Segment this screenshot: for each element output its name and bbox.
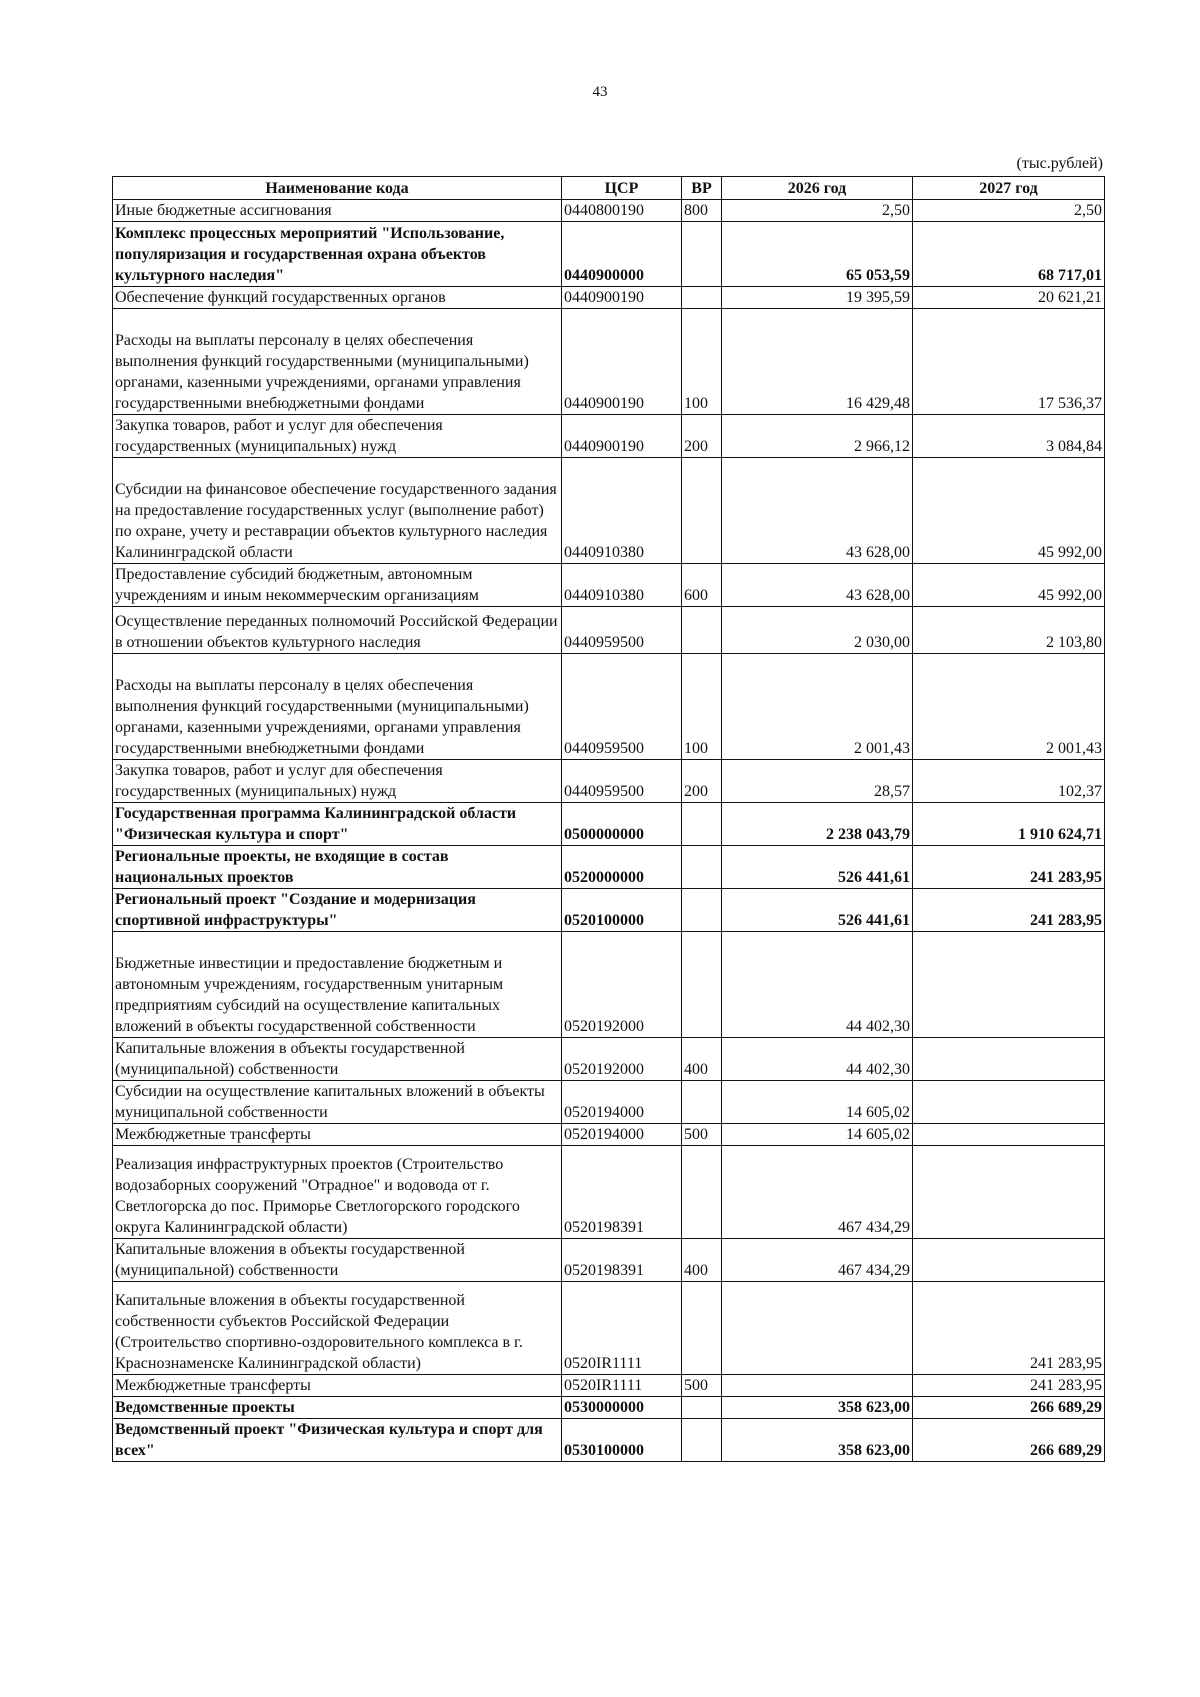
row-value-2027: 266 689,29 [913, 1397, 1105, 1419]
row-value-2027: 45 992,00 [913, 564, 1105, 607]
row-name: Обеспечение функций государственных органов [113, 287, 562, 309]
table-row [113, 654, 1105, 760]
row-vr [682, 607, 722, 654]
row-name: Субсидии на финансовое обеспечение государственного задания на предоставление государственных услуг (выполнение работ) по охране, учету и реставрации объектов культурного наследия Калининградской области [113, 458, 562, 564]
table-row [113, 760, 1105, 803]
row-vr: 500 [682, 1124, 722, 1146]
row-value-2027: 20 621,21 [913, 287, 1105, 309]
row-vr [682, 1419, 722, 1462]
row-value-2026: 16 429,48 [722, 309, 913, 415]
table-row [113, 932, 1105, 1038]
table-row [113, 1081, 1105, 1124]
row-name: Ведомственные проекты [113, 1397, 562, 1419]
header-vr: ВР [682, 177, 722, 200]
table-row [113, 1146, 1105, 1239]
row-value-2026: 43 628,00 [722, 458, 913, 564]
row-vr [682, 222, 722, 287]
row-csr: 0520000000 [562, 846, 682, 889]
table-row [113, 309, 1105, 415]
row-csr: 0440959500 [562, 760, 682, 803]
row-name: Государственная программа Калининградской области "Физическая культура и спорт" [113, 803, 562, 846]
row-csr: 0520IR1111 [562, 1375, 682, 1397]
header-name: Наименование кода [113, 177, 562, 200]
row-vr [682, 889, 722, 932]
row-vr [682, 287, 722, 309]
table-header-row [113, 177, 1105, 200]
table-row [113, 200, 1105, 222]
header-csr: ЦСР [562, 177, 682, 200]
table-row [113, 846, 1105, 889]
row-vr [682, 1282, 722, 1375]
row-value-2027 [913, 1038, 1105, 1081]
row-csr: 0440800190 [562, 200, 682, 222]
row-csr: 0500000000 [562, 803, 682, 846]
row-value-2026 [722, 1282, 913, 1375]
row-name: Закупка товаров, работ и услуг для обеспечения государственных (муниципальных) нужд [113, 760, 562, 803]
row-name: Расходы на выплаты персоналу в целях обеспечения выполнения функций государственными (муниципальными) органами, казенными учреждениями, органами управления государственными внебюджетными фондами [113, 654, 562, 760]
row-value-2026: 358 623,00 [722, 1419, 913, 1462]
row-value-2027 [913, 1124, 1105, 1146]
row-value-2026: 2,50 [722, 200, 913, 222]
row-value-2026: 43 628,00 [722, 564, 913, 607]
row-value-2027: 241 283,95 [913, 889, 1105, 932]
row-name: Закупка товаров, работ и услуг для обеспечения государственных (муниципальных) нужд [113, 415, 562, 458]
row-value-2026: 14 605,02 [722, 1124, 913, 1146]
row-name: Региональные проекты, не входящие в состав национальных проектов [113, 846, 562, 889]
row-value-2026: 467 434,29 [722, 1146, 913, 1239]
row-name: Межбюджетные трансферты [113, 1124, 562, 1146]
row-vr: 200 [682, 415, 722, 458]
row-name: Реализация инфраструктурных проектов (Строительство водозаборных сооружений "Отрадное" и водовода от г. Светлогорска до пос. Приморье Светлогорского городского округа Калининградской области) [113, 1146, 562, 1239]
row-value-2027 [913, 1146, 1105, 1239]
row-name: Иные бюджетные ассигнования [113, 200, 562, 222]
row-value-2026: 467 434,29 [722, 1239, 913, 1282]
row-vr [682, 1081, 722, 1124]
row-csr: 0520192000 [562, 1038, 682, 1081]
row-value-2027: 241 283,95 [913, 846, 1105, 889]
row-value-2027 [913, 932, 1105, 1038]
table-row [113, 1239, 1105, 1282]
row-value-2027: 2 103,80 [913, 607, 1105, 654]
row-value-2026: 358 623,00 [722, 1397, 913, 1419]
table-body [113, 200, 1105, 1462]
table-row [113, 564, 1105, 607]
table-row [113, 607, 1105, 654]
row-vr [682, 803, 722, 846]
row-csr: 0530100000 [562, 1419, 682, 1462]
table-row [113, 889, 1105, 932]
row-value-2027: 45 992,00 [913, 458, 1105, 564]
row-value-2027: 68 717,01 [913, 222, 1105, 287]
row-value-2026: 526 441,61 [722, 889, 913, 932]
row-csr: 0440959500 [562, 654, 682, 760]
row-name: Расходы на выплаты персоналу в целях обеспечения выполнения функций государственными (муниципальными) органами, казенными учреждениями, органами управления государственными внебюджетными фондами [113, 309, 562, 415]
row-csr: 0440900190 [562, 287, 682, 309]
row-name: Капитальные вложения в объекты государственной (муниципальной) собственности [113, 1239, 562, 1282]
table-row [113, 1397, 1105, 1419]
row-value-2027: 241 283,95 [913, 1375, 1105, 1397]
table-row [113, 1124, 1105, 1146]
row-name: Капитальные вложения в объекты государственной (муниципальной) собственности [113, 1038, 562, 1081]
row-name: Предоставление субсидий бюджетным, автономным учреждениям и иным некоммерческим организациям [113, 564, 562, 607]
row-value-2027: 1 910 624,71 [913, 803, 1105, 846]
row-csr: 0440900190 [562, 309, 682, 415]
row-value-2027: 2 001,43 [913, 654, 1105, 760]
row-csr: 0520194000 [562, 1124, 682, 1146]
row-value-2027: 266 689,29 [913, 1419, 1105, 1462]
row-name: Межбюджетные трансферты [113, 1375, 562, 1397]
row-name: Субсидии на осуществление капитальных вложений в объекты муниципальной собственности [113, 1081, 562, 1124]
table-row [113, 1375, 1105, 1397]
table-row [113, 458, 1105, 564]
row-value-2026: 14 605,02 [722, 1081, 913, 1124]
row-vr: 800 [682, 200, 722, 222]
row-value-2026: 65 053,59 [722, 222, 913, 287]
row-vr [682, 458, 722, 564]
row-name: Региональный проект "Создание и модернизация спортивной инфраструктуры" [113, 889, 562, 932]
row-value-2027: 241 283,95 [913, 1282, 1105, 1375]
row-vr [682, 846, 722, 889]
row-vr [682, 932, 722, 1038]
row-csr: 0520100000 [562, 889, 682, 932]
page-number: 43 [592, 84, 608, 100]
row-csr: 0520IR1111 [562, 1282, 682, 1375]
row-csr: 0530000000 [562, 1397, 682, 1419]
row-value-2027 [913, 1081, 1105, 1124]
table-row [113, 1038, 1105, 1081]
row-vr: 600 [682, 564, 722, 607]
header-2027: 2027 год [913, 177, 1105, 200]
table-row [113, 1419, 1105, 1462]
row-value-2027: 102,37 [913, 760, 1105, 803]
row-name: Капитальные вложения в объекты государственной собственности субъектов Российской Федерации (Строительство спортивно-оздоровительного комплекса в г. Краснознаменске Калининградской области) [113, 1282, 562, 1375]
unit-note: (тыс.рублей) [1016, 155, 1103, 172]
row-value-2026: 2 238 043,79 [722, 803, 913, 846]
row-vr: 400 [682, 1038, 722, 1081]
row-vr: 200 [682, 760, 722, 803]
row-csr: 0440910380 [562, 564, 682, 607]
table-row [113, 287, 1105, 309]
row-csr: 0520198391 [562, 1146, 682, 1239]
row-value-2026 [722, 1375, 913, 1397]
row-value-2027: 17 536,37 [913, 309, 1105, 415]
budget-table [112, 176, 1105, 1462]
row-csr: 0520192000 [562, 932, 682, 1038]
row-value-2026: 44 402,30 [722, 932, 913, 1038]
row-csr: 0440900190 [562, 415, 682, 458]
table-row [113, 803, 1105, 846]
row-vr: 100 [682, 654, 722, 760]
row-vr: 400 [682, 1239, 722, 1282]
table-row [113, 415, 1105, 458]
row-vr [682, 1146, 722, 1239]
row-value-2027: 2,50 [913, 200, 1105, 222]
row-csr: 0440910380 [562, 458, 682, 564]
header-2026: 2026 год [722, 177, 913, 200]
row-vr: 500 [682, 1375, 722, 1397]
row-name: Осуществление переданных полномочий Российской Федерации в отношении объектов культурного наследия [113, 607, 562, 654]
row-value-2026: 2 966,12 [722, 415, 913, 458]
row-value-2027 [913, 1239, 1105, 1282]
row-value-2026: 44 402,30 [722, 1038, 913, 1081]
row-value-2026: 526 441,61 [722, 846, 913, 889]
row-csr: 0440900000 [562, 222, 682, 287]
row-name: Комплекс процессных мероприятий "Использование, популяризация и государственная охрана объектов культурного наследия" [113, 222, 562, 287]
row-value-2026: 19 395,59 [722, 287, 913, 309]
row-csr: 0440959500 [562, 607, 682, 654]
row-csr: 0520198391 [562, 1239, 682, 1282]
row-csr: 0520194000 [562, 1081, 682, 1124]
row-vr: 100 [682, 309, 722, 415]
table-row [113, 222, 1105, 287]
row-value-2026: 28,57 [722, 760, 913, 803]
row-vr [682, 1397, 722, 1419]
row-value-2027: 3 084,84 [913, 415, 1105, 458]
row-value-2026: 2 001,43 [722, 654, 913, 760]
row-name: Ведомственный проект "Физическая культура и спорт для всех" [113, 1419, 562, 1462]
row-name: Бюджетные инвестиции и предоставление бюджетным и автономным учреждениям, государственным унитарным предприятиям субсидий на осуществление капитальных вложений в объекты государственной собственности [113, 932, 562, 1038]
row-value-2026: 2 030,00 [722, 607, 913, 654]
table-row [113, 1282, 1105, 1375]
